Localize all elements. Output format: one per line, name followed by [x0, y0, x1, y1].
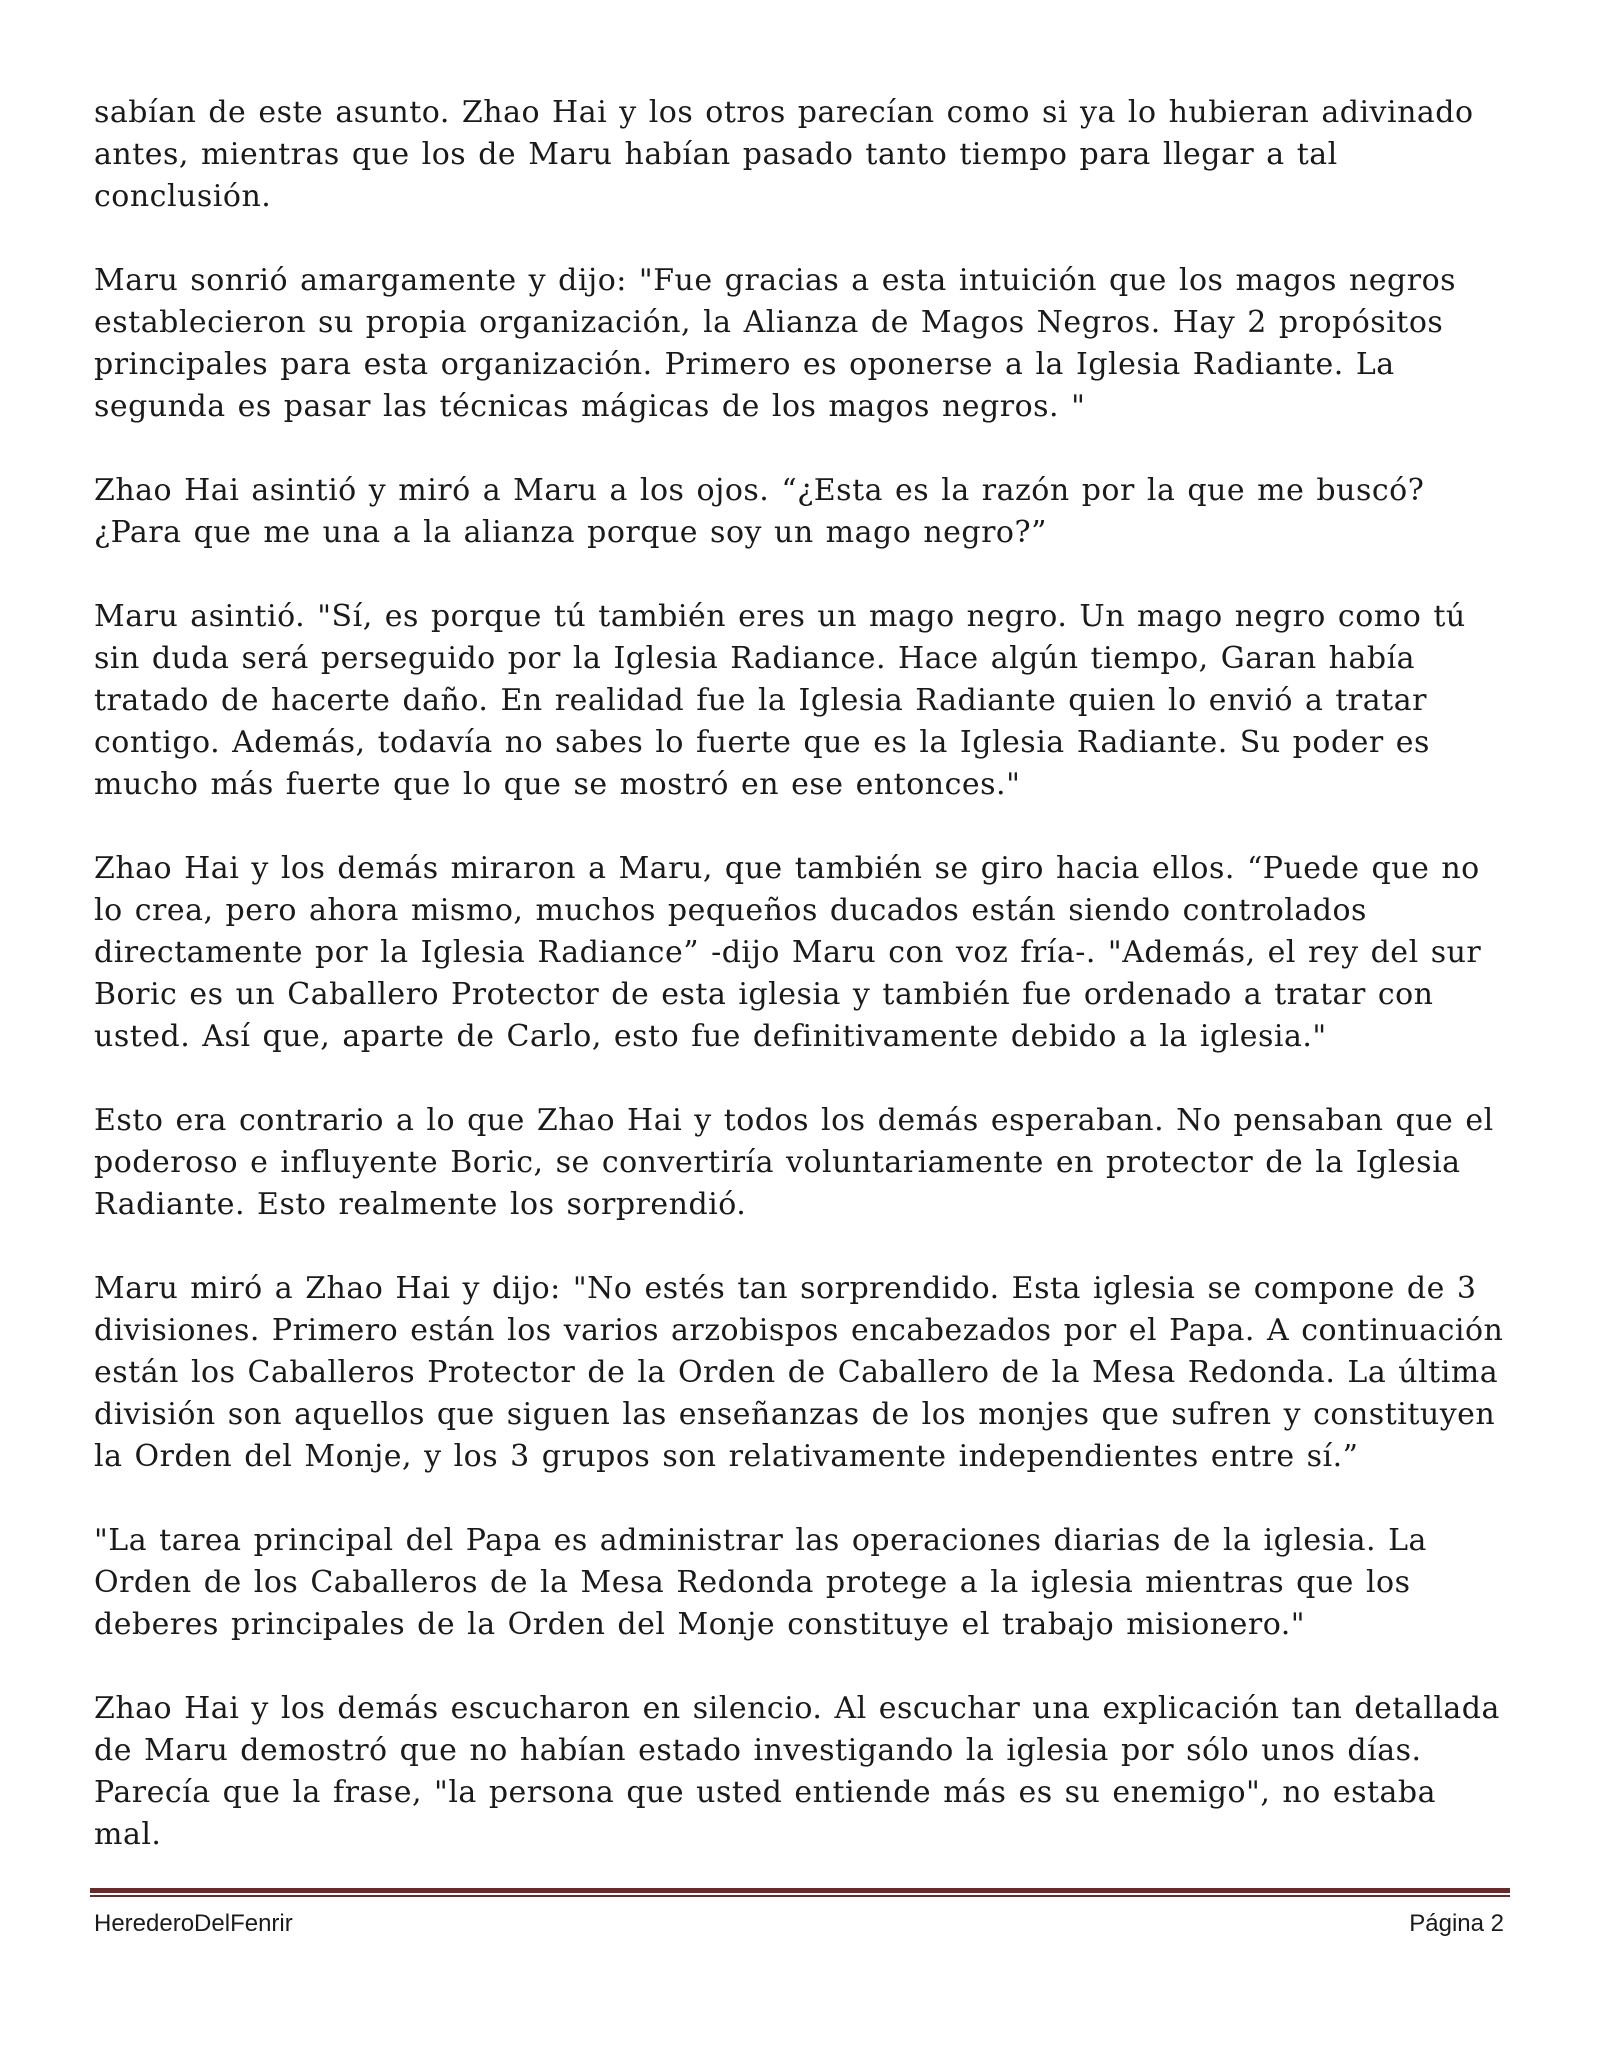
paragraph-4: Maru asintió. "Sí, es porque tú también eres un mago negro. Un mago negro como tú sin duda será perseguido por la Iglesia Radiance. Hace algún tiempo, Garan había tratado de hacerte daño. En realidad fue la Iglesia Radiante quien lo envió a tratar contigo. Además, todavía no sabes lo fuerte que es la Iglesia Radiante. Su poder es mucho más fuerte que lo que se mostró en ese entonces."	[94, 599, 1466, 802]
paragraph-1: sabían de este asunto. Zhao Hai y los otros parecían como si ya lo hubieran adivinado antes, mientras que los de Maru habían pasado tanto tiempo para llegar a tal conclusión.	[94, 95, 1474, 214]
footer-divider	[90, 1888, 1510, 1897]
footer-divider-thick	[90, 1888, 1510, 1893]
footer-author: HerederoDelFenrir	[94, 1910, 293, 1937]
paragraph-7: Maru miró a Zhao Hai y dijo: "No estés tan sorprendido. Esta iglesia se compone de 3 divisiones. Primero están los varios arzobispos encabezados por el Papa. A continuación están los Caballeros Protector de la Orden de Caballero de la Mesa Redonda. La última división son aquellos que siguen las enseñanzas de los monjes que sufren y constituyen la Orden del Monje, y los 3 grupos son relativamente independientes entre sí.”	[94, 1271, 1504, 1474]
document-body	[94, 92, 1514, 1898]
paragraph-9: Zhao Hai y los demás escucharon en silencio. Al escuchar una explicación tan detallada de Maru demostró que no habían estado investigando la iglesia por sólo unos días. Parecía que la frase, "la persona que usted entiende más es su enemigo", no estaba mal.	[94, 1691, 1500, 1852]
paragraph-3: Zhao Hai asintió y miró a Maru a los ojos. “¿Esta es la razón por la que me buscó? ¿Para que me una a la alianza porque soy un mago negro?”	[94, 473, 1425, 550]
paragraph-8: "La tarea principal del Papa es administrar las operaciones diarias de la iglesia. La Orden de los Caballeros de la Mesa Redonda protege a la iglesia mientras que los deberes principales de la Orden del Monje constituye el trabajo misionero."	[94, 1523, 1427, 1642]
paragraph-6: Esto era contrario a lo que Zhao Hai y todos los demás esperaban. No pensaban que el poderoso e influyente Boric, se convertiría voluntariamente en protector de la Iglesia Radiante. Esto realmente los sorprendió.	[94, 1103, 1494, 1222]
paragraph-2: Maru sonrió amargamente y dijo: "Fue gracias a esta intuición que los magos negros establecieron su propia organización, la Alianza de Magos Negros. Hay 2 propósitos principales para esta organización. Primero es oponerse a la Iglesia Radiante. La segunda es pasar las técnicas mágicas de los magos negros. "	[94, 263, 1457, 424]
footer-page-number: Página 2	[1409, 1910, 1504, 1937]
paragraph-5: Zhao Hai y los demás miraron a Maru, que también se giro hacia ellos. “Puede que no lo crea, pero ahora mismo, muchos pequeños ducados están siendo controlados directamente por la Iglesia Radiance” -dijo Maru con voz fría-. "Además, el rey del sur Boric es un Caballero Protector de esta iglesia y también fue ordenado a tratar con usted. Así que, aparte de Carlo, esto fue definitivamente debido a la iglesia."	[94, 851, 1482, 1054]
footer-divider-thin	[90, 1895, 1510, 1897]
